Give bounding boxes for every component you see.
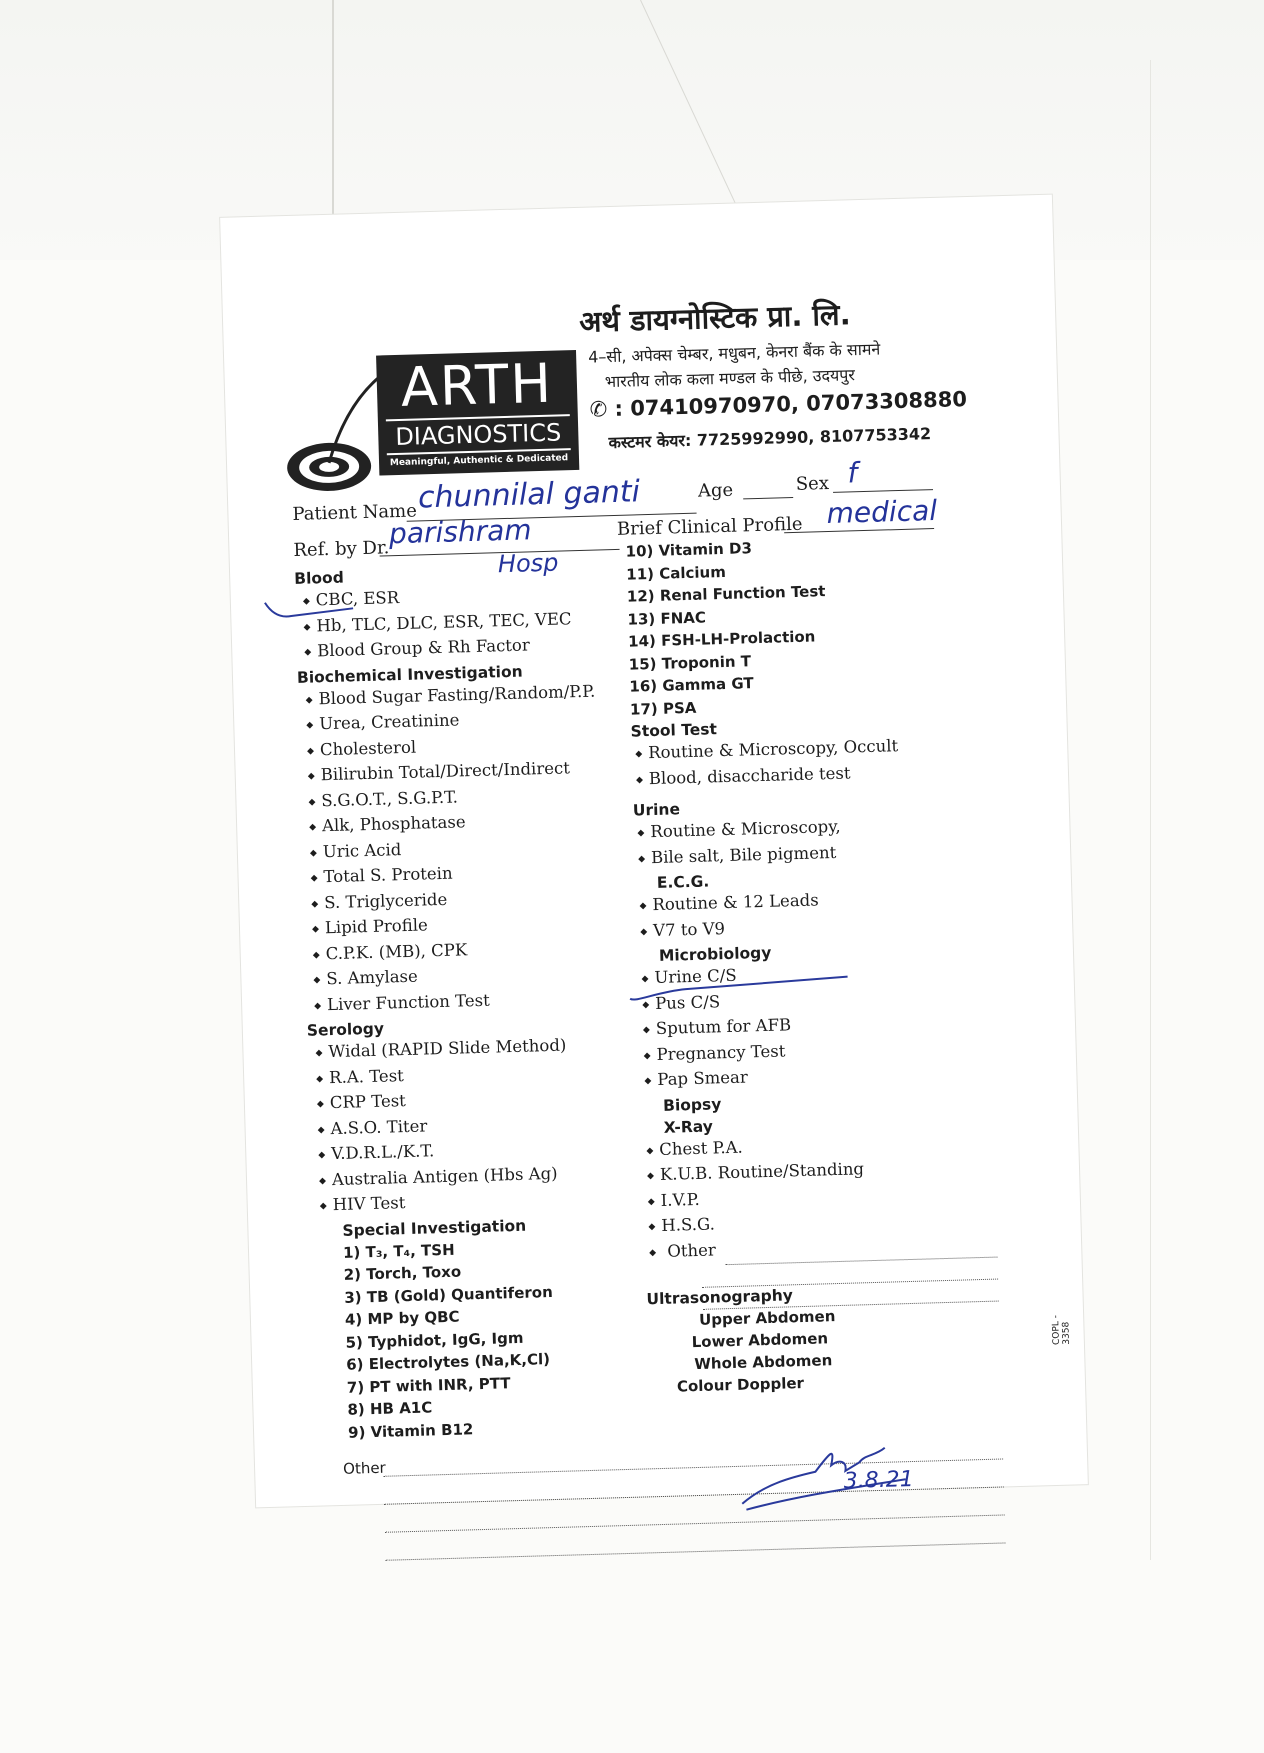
ref-doctor-value: parishram: [388, 513, 532, 551]
logo-arth: ARTH: [400, 351, 554, 419]
test-item: 11) Calcium: [626, 562, 727, 584]
test-item: ◆ Pap Smear: [644, 1059, 1021, 1095]
right-column: [625, 530, 1029, 1398]
left-column: [294, 559, 649, 1481]
right-other-label: Other: [667, 1239, 717, 1261]
test-item: ◆ Sputum for AFB: [643, 1008, 1020, 1044]
ecg-heading: E.C.G.: [656, 872, 710, 892]
test-item: Upper Abdomen: [698, 1307, 836, 1329]
test-item: ◆ S. Amylase: [313, 960, 636, 994]
sex-line: [833, 489, 933, 493]
test-item: ◆ Routine & Microscopy, Occult: [635, 732, 1012, 768]
test-item: ◆ Uric Acid: [310, 832, 633, 866]
urine-heading: Urine: [632, 800, 681, 820]
serology-heading: Serology: [306, 1019, 385, 1040]
test-item: ◆ Total S. Protein: [310, 858, 633, 892]
test-item: ◆ Routine & 12 Leads: [639, 884, 1016, 920]
test-item: ◆ Australia Antigen (Hbs Ag): [319, 1160, 642, 1194]
test-item: 12) Renal Function Test: [626, 582, 826, 606]
test-item: 14) FSH-LH-Prolaction: [627, 627, 816, 651]
test-item: 1) T₃, T₄, TSH: [342, 1240, 455, 1262]
test-item: ◆ Urine C/S: [641, 957, 1018, 993]
test-item: ◆ Blood, disaccharide test: [636, 757, 1013, 793]
test-item: 5) Typhidot, IgG, Igm: [345, 1328, 524, 1352]
test-item: 17) PSA: [629, 698, 697, 719]
test-item: ◆ Blood Sugar Fasting/Random/P.P.: [305, 679, 628, 713]
test-item: ◆ K.U.B. Routine/Standing: [647, 1154, 1024, 1190]
ultrasonography-heading: Ultrasonography: [646, 1286, 794, 1309]
test-item: ◆ Chest P.A.: [646, 1128, 1023, 1164]
test-item: 2) Torch, Toxo: [343, 1262, 462, 1284]
test-item: ◆ Bilirubin Total/Direct/Indirect: [307, 756, 630, 790]
other-dotted-line: [386, 1542, 1006, 1560]
test-item: 13) FNAC: [627, 607, 707, 629]
test-item: ◆ S. Triglyceride: [311, 883, 634, 917]
sex-label: Sex: [795, 472, 830, 495]
age-line: [743, 497, 793, 499]
test-requisition-slip: [220, 195, 1088, 1508]
test-item: 8) HB A1C: [347, 1398, 433, 1419]
test-item: ◆ Pregnancy Test: [643, 1033, 1020, 1069]
address-line-2: भारतीय लोक कला मण्डल के पीछे, उदयपुर: [604, 365, 856, 392]
test-item: ◆ CRP Test: [317, 1084, 640, 1118]
test-item: 16) Gamma GT: [629, 674, 754, 696]
test-item: ◆ Lipid Profile: [312, 909, 635, 943]
fold-crease: [640, 0, 738, 209]
test-item: Colour Doppler: [676, 1374, 805, 1396]
biochemical-heading: Biochemical Investigation: [296, 662, 523, 687]
test-item: 15) Troponin T: [628, 651, 752, 674]
phone-numbers: ✆ : 07410970970, 07073308880: [589, 387, 968, 422]
fold-crease: [1150, 60, 1151, 1560]
test-item: ◆ Alk, Phosphatase: [309, 807, 632, 841]
test-item: ◆ Urea, Creatinine: [306, 705, 629, 739]
form-code: COPL - 3358: [1051, 1314, 1072, 1346]
test-item: ◆ CBC, ESR: [303, 581, 626, 615]
clinical-profile-label: Brief Clinical Profile: [616, 513, 803, 540]
test-item: Whole Abdomen: [694, 1351, 833, 1374]
test-item: ◆ Bile salt, Bile pigment: [638, 836, 1015, 872]
tick-mark-urine: [626, 974, 857, 1010]
test-item: ◆ I.V.P.: [647, 1179, 1024, 1215]
age-label: Age: [697, 479, 734, 502]
patient-name-value: chunnilal ganti: [417, 474, 641, 516]
logo-diagnostics: DIAGNOSTICS: [386, 414, 571, 455]
test-item: 3) TB (Gold) Quantiferon: [344, 1282, 553, 1307]
address-line-1: 4–सी, अपेक्स चेम्बर, मधुबन, केनरा बैंक के सामने: [587, 339, 881, 367]
test-item: ◆ Hb, TLC, DLC, ESR, TEC, VEC: [303, 606, 626, 640]
test-item: ◆ S.G.O.T., S.G.P.T.: [308, 781, 631, 815]
test-item: ◆ R.A. Test: [316, 1058, 639, 1092]
customer-care: कस्टमर केयर: 7725992990, 8107753342: [608, 424, 932, 453]
tick-mark-cbc: [261, 596, 362, 629]
test-item: ◆ V.D.R.L./K.T.: [318, 1135, 641, 1169]
test-item: 7) PT with INR, PTT: [346, 1373, 511, 1397]
signature-date: 3.8.21: [843, 1467, 914, 1494]
logo-tagline: Meaningful, Authentic & Dedicated: [389, 453, 569, 469]
test-item: ◆ Widal (RAPID Slide Method): [315, 1033, 638, 1067]
ref-hospital-value: Hosp: [497, 548, 559, 579]
biopsy-heading: Biopsy: [662, 1094, 722, 1115]
test-item: ◆ C.P.K. (MB), CPK: [312, 934, 635, 968]
target-logo-icon: [279, 373, 392, 496]
xray-heading: X-Ray: [663, 1116, 714, 1137]
stool-heading: Stool Test: [630, 720, 718, 741]
blood-heading: Blood: [294, 568, 345, 588]
brand-logo: [376, 350, 579, 476]
test-item: ◆ Pus C/S: [642, 982, 1019, 1018]
test-item: ◆ HIV Test: [319, 1185, 642, 1219]
sex-value: f: [847, 456, 858, 490]
test-item: ◆ Routine & Microscopy,: [637, 811, 1014, 847]
test-item: 6) Electrolytes (Na,K,Cl): [345, 1350, 551, 1374]
test-item: Lower Abdomen: [691, 1329, 829, 1352]
test-item: 4) MP by QBC: [344, 1307, 460, 1329]
test-item: ◆ V7 to V9: [640, 909, 1017, 945]
test-item: 9) Vitamin B12: [347, 1419, 474, 1442]
left-other-label: Other: [342, 1458, 386, 1478]
ref-doctor-label: Ref. by Dr.: [293, 537, 390, 561]
patient-name-label: Patient Name: [292, 500, 418, 525]
microbiology-heading: Microbiology: [658, 943, 772, 965]
test-item: ◆ Blood Group & Rh Factor: [304, 632, 627, 666]
test-item: ◆ H.S.G.: [648, 1205, 1025, 1241]
special-investigation-heading: Special Investigation: [342, 1216, 527, 1240]
test-item: 10) Vitamin D3: [625, 539, 753, 561]
clinical-profile-value: medical: [826, 493, 938, 531]
test-item: ◆ Liver Function Test: [314, 985, 637, 1019]
test-item: ◆ A.S.O. Titer: [317, 1109, 640, 1143]
test-item: ◆ Cholesterol: [307, 730, 630, 764]
company-name-hindi: अर्थ डायग्नोस्टिक प्रा. लि.: [578, 297, 852, 339]
